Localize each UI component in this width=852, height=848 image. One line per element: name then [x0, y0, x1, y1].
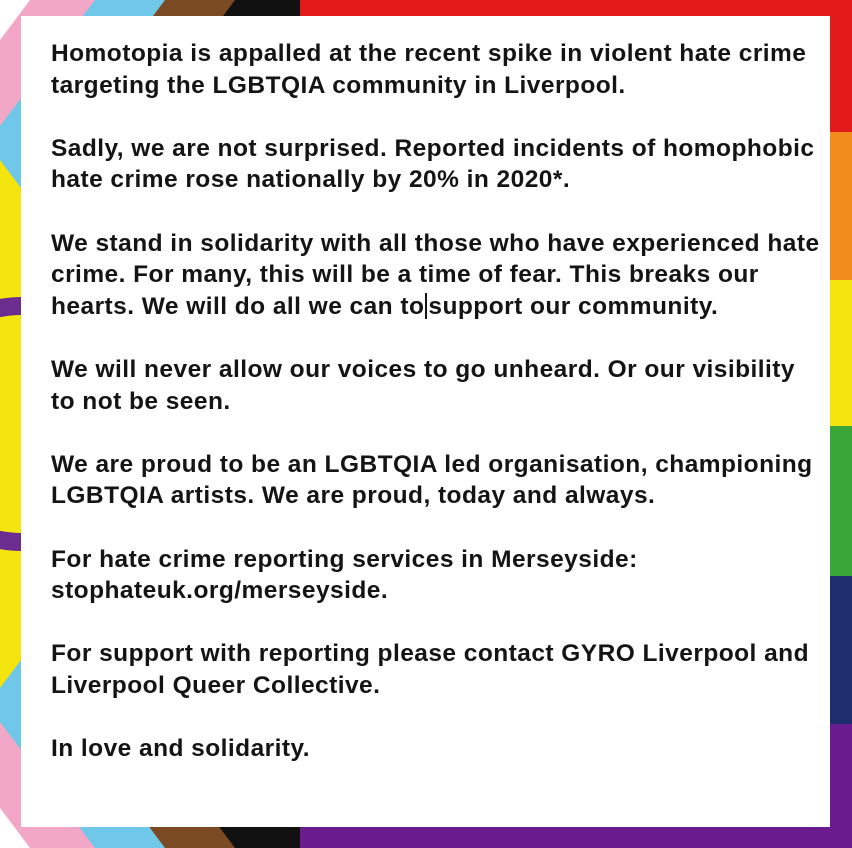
statement-paragraph-8: In love and solidarity. — [51, 735, 311, 763]
statement-paragraph-5: We are proud to be an LGBTQIA led organisation, championing LGBTQIA artists. We are proud, today and always. — [51, 450, 813, 510]
statement-text — [51, 38, 821, 765]
statement-paragraph-7: For support with reporting please contact GYRO Liverpool and Liverpool Queer Collective. — [51, 640, 809, 699]
statement-paragraph-4: We will never allow our voices to go unheard. Or our visibility to not be seen. — [51, 355, 795, 415]
statement-paragraph-6: For hate crime reporting services in Merseyside: stophateuk.org/merseyside. — [51, 545, 638, 605]
statement-paragraph-2: Sadly, we are not surprised. Reported incidents of homophobic hate crime rose nationally by 20% in 2020*. — [51, 134, 815, 194]
statement-paragraph-1: Homotopia is appalled at the recent spike in violent hate crime targeting the LGBTQIA community in Liverpool. — [51, 40, 807, 99]
paragraph-3-before-caret: We stand in solidarity with all those who have experienced hate crime. For many, this will be a time of fear. This breaks our hearts. We will do all we can to — [51, 229, 820, 320]
statement-card — [21, 16, 830, 827]
paragraph-3-after-caret: support our community. — [428, 292, 719, 320]
statement-paragraph-3 — [51, 228, 821, 323]
